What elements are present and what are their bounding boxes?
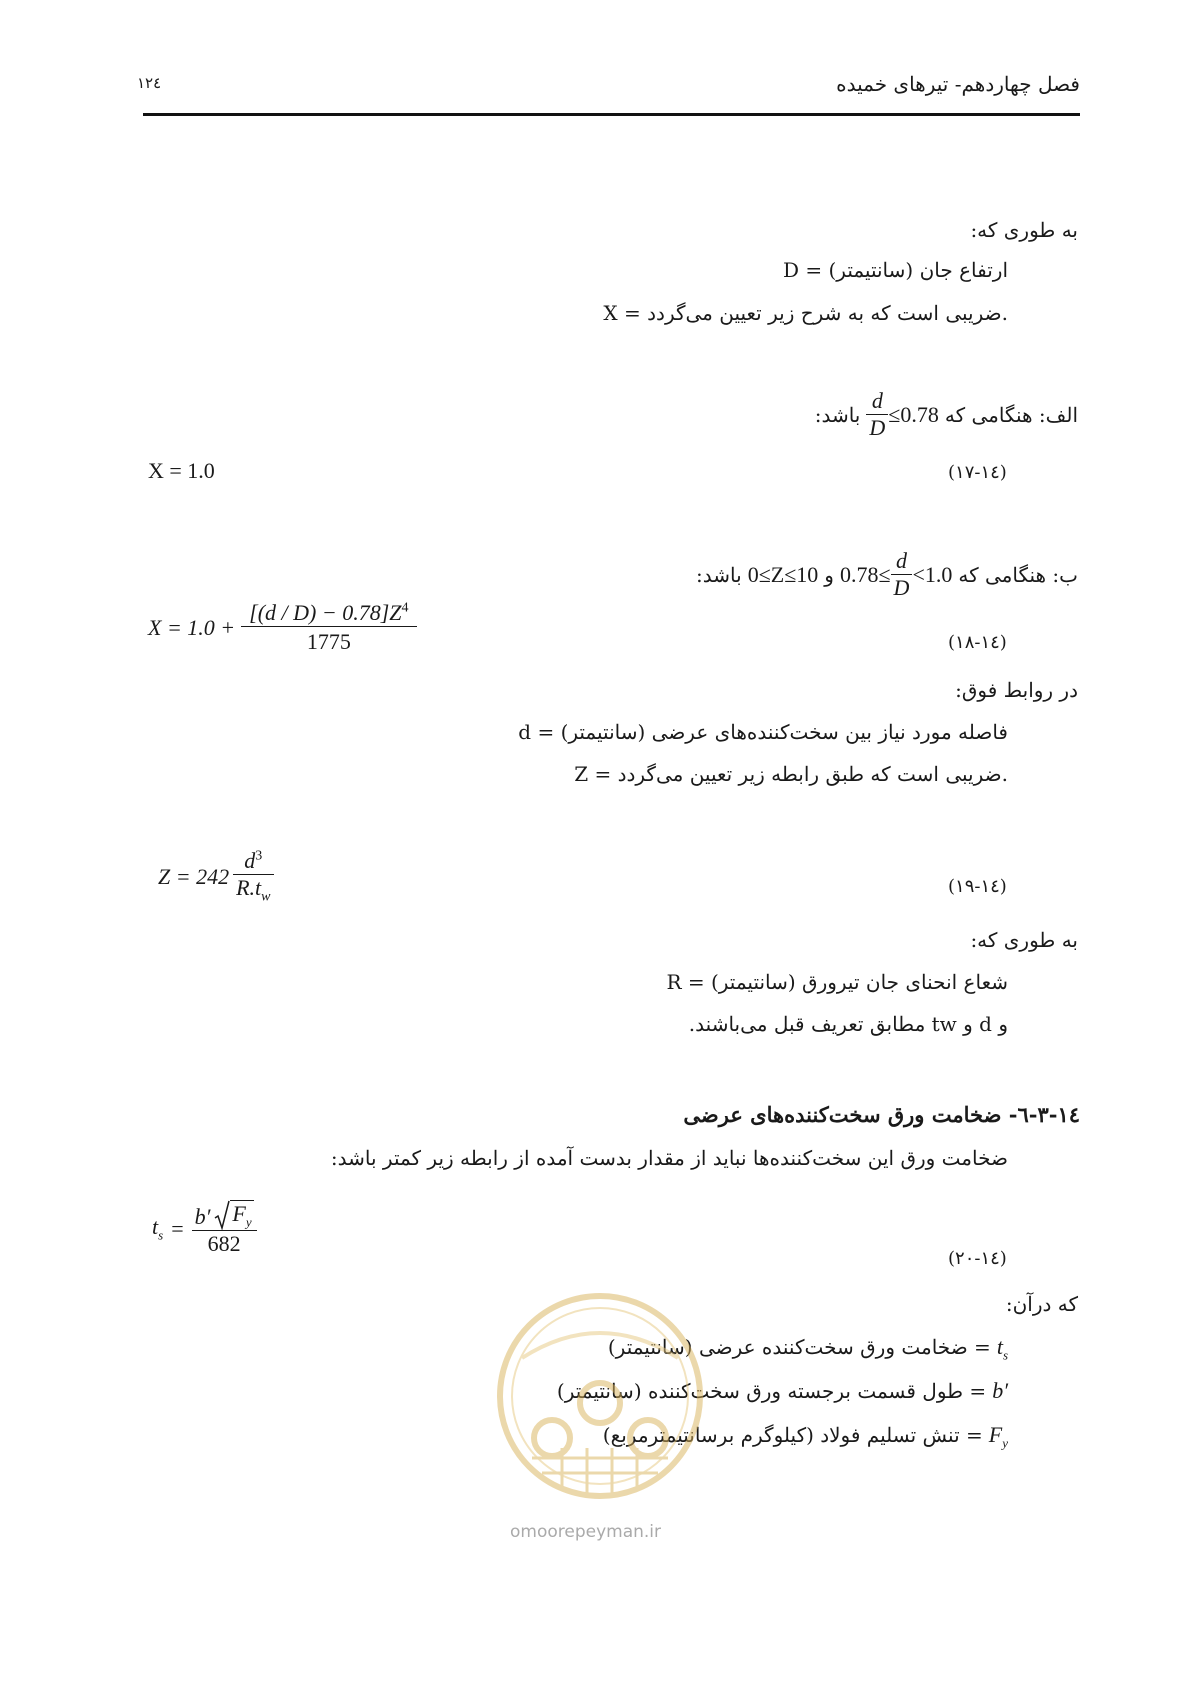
case-b-and: و [824,562,834,587]
eq19-lhs: Z = 242 [158,863,230,889]
b-text: = طول قسمت برجسته ورق سخت‌کننده (سانتیمتر) [556,1379,987,1403]
case-a-suffix: باشد: [814,402,861,427]
case-b-cond1-head: 0.78≤ [839,561,891,587]
eq18-number: (۱۸-۱٤) [948,632,1007,653]
header-rule [143,113,1080,116]
eq20-formula [152,1200,257,1257]
definition-R: R = شعاع انحنای جان تیرورق (سانتیمتر) [666,970,1008,994]
eq19-subscript: w [261,889,271,905]
case-b-prefix: ب: هنگامی که [958,562,1078,587]
eq19-power: 3 [255,848,263,864]
ts-text: = ضخامت ورق سخت‌کننده عرضی (سانتیمتر) [607,1335,991,1359]
eq18-power: 4 [401,600,409,616]
definition-D: D = ارتفاع جان (سانتیمتر) [782,258,1008,282]
eq17-formula: X = 1.0 [148,458,215,483]
eq17-number: (۱۷-۱٤) [948,462,1007,483]
intro-text-3: به طوری که: [970,928,1078,952]
definition-d: d = فاصله مورد نیاز بین سخت‌کننده‌های عرضی (سانتیمتر) [518,720,1008,744]
case-b-suffix: باشد: [696,562,742,587]
eq20-number: (۲۰-۱٤) [948,1248,1007,1269]
intro-text-2: در روابط فوق: [955,678,1078,702]
eq19-denominator: R.t [236,875,262,900]
page-number: ۱۲٤ [137,74,162,92]
eq20-equals: = [171,1215,184,1241]
case-b-fraction: $\frac{d}{D}$ [891,548,913,601]
definition-Z: Z = ضریبی است که طبق رابطه زیر تعیین می‌گردد. [574,762,1008,786]
intro-text-1: به طوری که: [970,218,1078,242]
eq20-radicand-sub: y [245,1214,252,1230]
case-a-prefix: الف: هنگامی که [944,402,1078,427]
case-b-condition [696,548,1078,601]
eq20-lhs-sub: s [158,1227,164,1243]
sqrt-icon [214,1200,230,1230]
intro-text-4: که درآن: [1005,1292,1078,1316]
Fy-text: = تنش تسلیم فولاد (کیلوگرم برسانتیمترمربع) [602,1423,983,1447]
chapter-title: فصل چهاردهم- تیرهای خمیده [836,72,1080,96]
eq18-fraction [241,600,416,655]
eq18-lhs: X = 1.0 + [148,614,236,640]
case-a-condition [815,388,1078,441]
eq18-formula [148,600,417,655]
eq18-denominator: 1775 [241,626,416,655]
case-b-cond1-tail: <1.0 [912,561,953,587]
case-b-inequality-2: 0≤Z≤10 [747,561,819,587]
case-b-inequality-1 [840,548,952,601]
watermark-site: omoorepeyman.ir [510,1522,662,1542]
ts-symbol: $t_s$ [996,1334,1008,1363]
watermark-logo-icon [492,1288,708,1504]
definition-X: X = ضریبی است که به شرح زیر تعیین می‌گردد. [603,301,1008,325]
definition-tw-d: و d و tw مطابق تعریف قبل می‌باشند. [688,1012,1008,1036]
case-a-inequality [866,388,938,441]
section-heading: ١٤-٣-٦- ضخامت ورق سخت‌کننده‌های عرضی [683,1102,1080,1127]
eq19-fraction [233,848,273,905]
section-paragraph: ضخامت ورق این سخت‌کننده‌ها نباید از مقدار بدست آمده از رابطه زیر کمتر باشد: [330,1146,1008,1170]
eq19-numerator: d [244,848,256,873]
eq20-numerator-b: b′ [194,1204,211,1230]
eq20-denominator: 682 [192,1230,257,1257]
case-a-fraction: $\frac{d}{D}$ [866,388,888,441]
eq20-lhs-t: t [152,1214,159,1239]
eq20-radicand: F [232,1201,246,1226]
eq19-formula [158,848,274,905]
eq18-numerator: [(d / D) − 0.78]Z [249,600,402,625]
b-symbol: b′ [992,1378,1008,1403]
case-a-cond-tail: ≤0.78 [888,401,939,427]
eq20-fraction [192,1200,257,1257]
eq20-lhs [152,1214,163,1243]
Fy-symbol: $F_y$ [988,1422,1008,1451]
eq19-number: (۱۹-۱٤) [948,876,1007,897]
